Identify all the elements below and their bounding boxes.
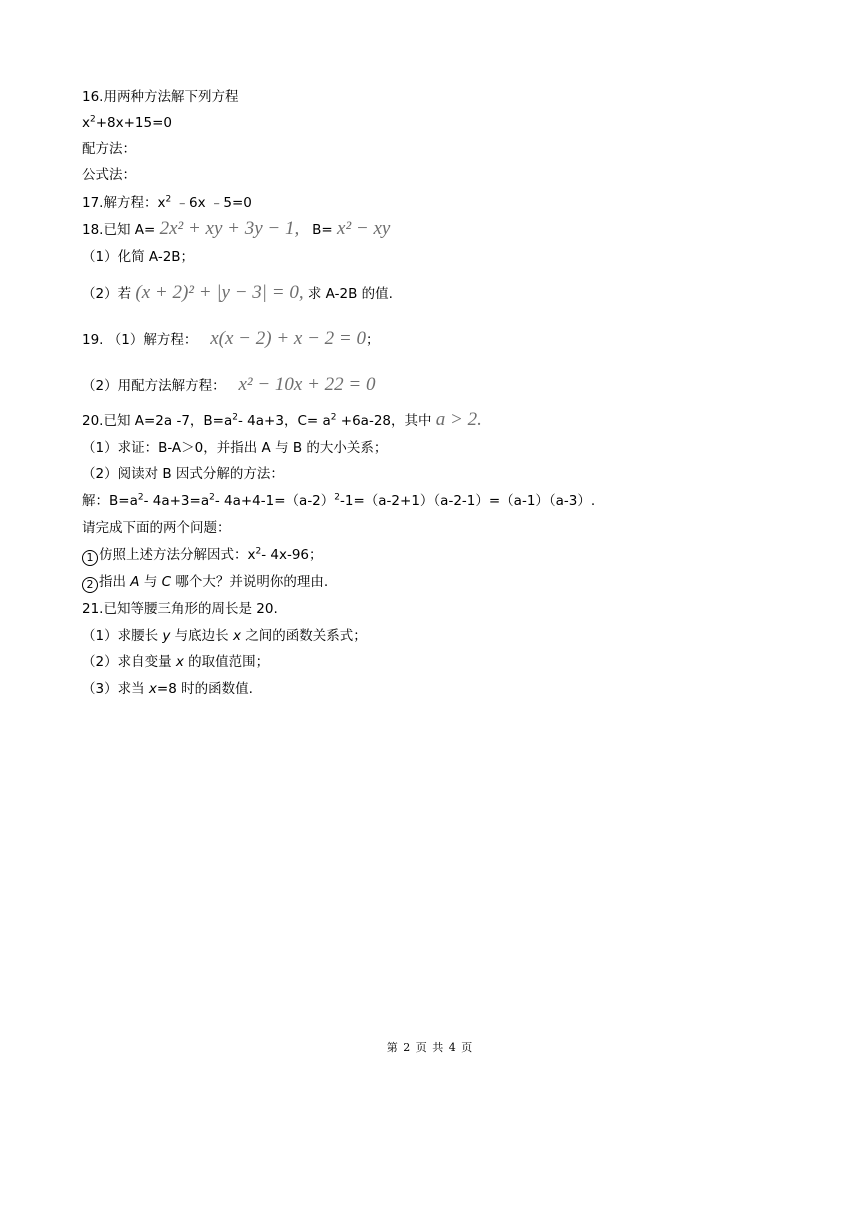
q18-condition-expression: (x + 2)² + |y − 3| = 0, — [135, 282, 304, 303]
q20-part1: （1）求证：B-A＞0，并指出 A 与 B 的大小关系； — [82, 440, 388, 456]
q20-sub1: 1 仿照上述方法分解因式：$x^2-$ 4x-96； — [82, 546, 323, 566]
page-footer: 第 2 页 共 4 页 — [386, 1041, 474, 1054]
q19-equation-1: x(x − 2) + x − 2 = 0 — [210, 328, 366, 349]
q20-part2: （2）阅读对 B 因式分解的方法： — [82, 466, 284, 482]
q19-part1: 19. （1）解方程： x(x − 2) + x − 2 = 0； — [82, 328, 380, 349]
circled-number-2: 2 — [82, 577, 98, 593]
q20-condition: a > 2. — [435, 409, 482, 430]
q18-B-expression: x² − xy — [337, 218, 391, 239]
q16-title: 16.用两种方法解下列方程 — [82, 89, 239, 105]
q18-part2: （2）若 (x + 2)² + |y − 3| = 0, 求 A-2B 的值. — [82, 282, 393, 303]
q18-given: 18.已知 A= 2x² + xy + 3y − 1, B= x² − xy — [82, 218, 391, 239]
q20-prompt: 请完成下面的两个问题： — [82, 520, 231, 536]
circled-number-1: 1 — [82, 550, 98, 566]
q16-method-formula: 公式法： — [82, 167, 136, 183]
q20-solution: 解：$B=a^2-$ $4a+3=a^2-$ $4a+4-1=(a-2)^2-1=(a-2+1)(a-2-1)=(a-1)(a-3)$. — [82, 492, 596, 509]
q19-part2: （2）用配方法解方程： x² − 10x + 22 = 0 — [82, 374, 376, 395]
q16-method-completing-square: 配方法： — [82, 141, 136, 157]
q18-part1: （1）化简 A-2B； — [82, 249, 195, 265]
q21-part3: （3）求当 x=8 时的函数值. — [82, 681, 253, 697]
q21-part1: （1）求腰长 y 与底边长 x 之间的函数关系式； — [82, 628, 367, 644]
q19-equation-2: x² − 10x + 22 = 0 — [238, 374, 376, 395]
q16-equation: $x^2+8x+15=0$ — [82, 114, 173, 131]
q21-title: 21.已知等腰三角形的周长是 20. — [82, 601, 278, 617]
q20-sub2: 2 指出 A 与 C 哪个大？并说明你的理由. — [82, 573, 328, 593]
q20-given: 20.已知 A=2a -7，$B=a^2-$ 4a+3，$C= a^2 +6a-28$，其中 a > 2. — [82, 409, 482, 430]
q21-part2: （2）求自变量 x 的取值范围； — [82, 654, 270, 670]
q17-title: 17.解方程：$x^2$ ﹣6x ﹣5=0 — [82, 194, 252, 211]
q18-A-expression: 2x² + xy + 3y − 1, — [159, 218, 300, 239]
